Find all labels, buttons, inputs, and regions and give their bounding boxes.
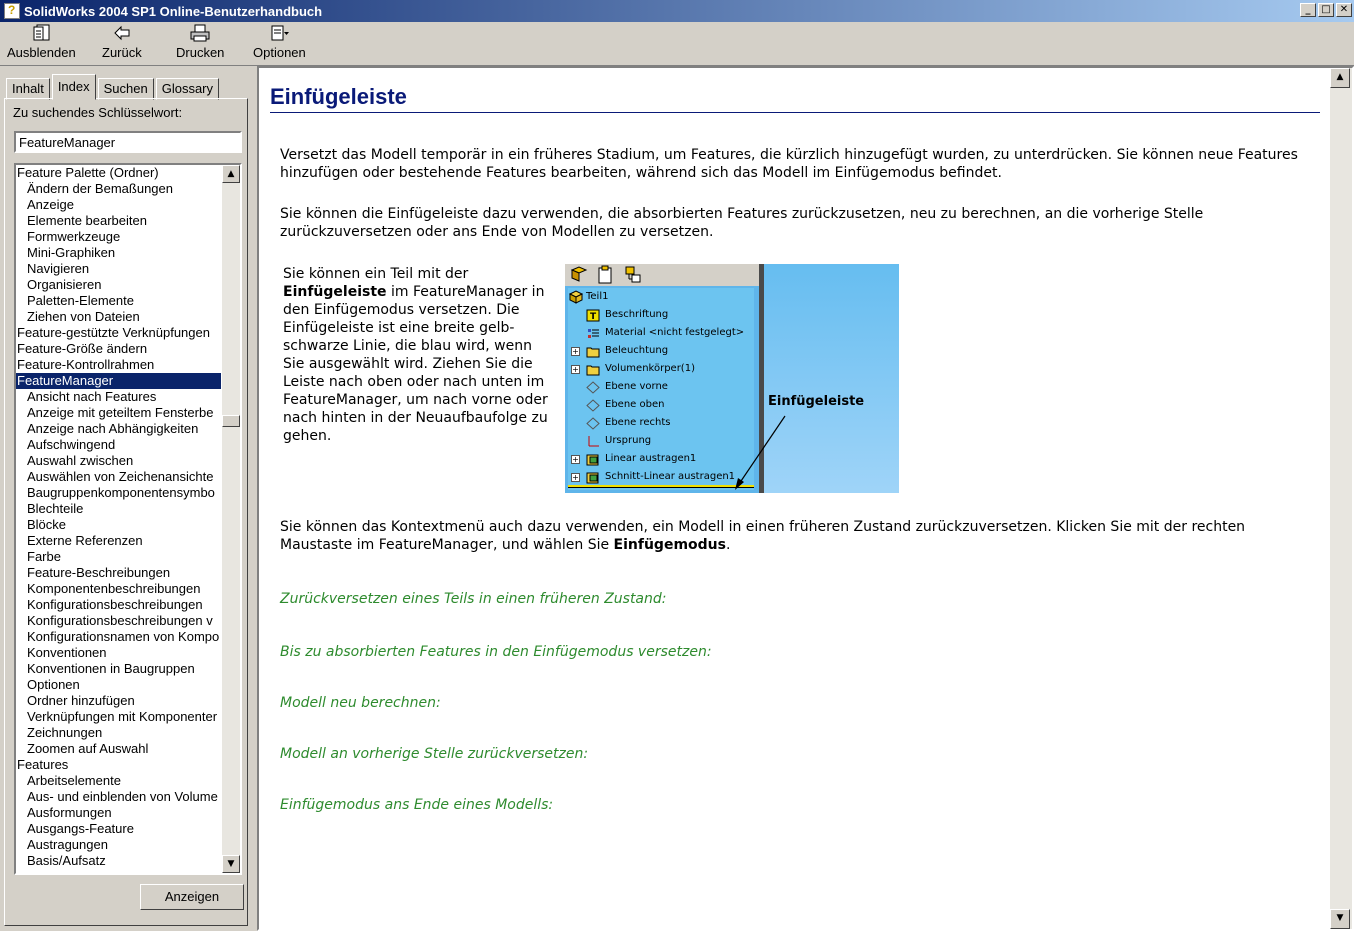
tree-node-label[interactable]: Volumenkörper(1) [605,363,695,374]
tree-expand-button[interactable]: + [572,473,579,482]
options-button[interactable] [253,24,306,64]
link-rollback-part[interactable]: Zurückversetzen eines Teils in einen früheren Zustand: [280,591,667,607]
tree-root: Teil1 [586,291,609,302]
context-menu-pre: Sie können das Kontextmenü auch dazu verwenden, ein Modell in einen früheren Zustand zurückzuversetzen. Klicken Sie mit der rechten Maustaste im FeatureManager, und wählen Sie [280,519,1246,553]
featuremanager-tab-icon [569,265,589,285]
intro-paragraph: Versetzt das Modell temporär in ein früheres Stadium, um Features, die kürzlich hinzugefügt wurden, zu unterdrücken. Sie können neue Features hinzufügen oder bestehende Features bearbeiten, während sich das Modell im Einfügemodus befindet. [280,147,1298,181]
options-label: Optionen [253,45,306,60]
link-roll-to-end[interactable]: Einfügemodus ans Ende eines Modells: [280,797,554,813]
origin-icon [586,435,600,448]
part-icon [568,290,584,304]
tree-node-label[interactable]: Material <nicht festgelegt> [605,327,745,338]
link-roll-to-previous[interactable]: Modell an vorherige Stelle zurückversetzen: [280,746,589,762]
title-bar [0,0,1354,22]
solid-body-folder-icon [586,363,600,376]
index-scrollbar[interactable] [222,165,240,873]
index-item[interactable]: Arbeitselemente [27,773,121,788]
printer-icon [189,24,211,42]
index-item[interactable]: Organisieren [27,277,102,292]
index-item[interactable]: Feature-gestützte Verknüpfungen [17,325,210,340]
keyword-input[interactable]: FeatureManager [14,131,242,153]
link-rollback-absorbed[interactable]: Bis zu absorbierten Features in den Einfügemodus versetzen: [280,644,712,660]
index-item[interactable]: Mini-Graphiken [27,245,116,260]
index-item[interactable]: Formwerkzeuge [27,229,121,244]
plane-icon [586,417,600,430]
index-item[interactable]: Zoomen auf Auswahl [27,741,149,756]
index-item[interactable]: Feature-Kontrollrahmen [17,357,155,372]
link-rebuild-model[interactable]: Modell neu berechnen: [280,695,441,711]
print-button[interactable] [176,24,224,64]
index-item[interactable]: Baugruppenkomponentensymbo [27,485,215,500]
index-item[interactable]: Konfigurationsbeschreibungen v [27,613,213,628]
tree-expand-button[interactable]: + [572,455,579,464]
index-item[interactable]: Ändern der Bemaßungen [27,181,173,196]
plane-icon [586,381,600,394]
rollback-paragraph: Sie können die Einfügeleiste dazu verwenden, die absorbierten Features zurückzusetzen, neu zu berechnen, an die vorherige Stelle zurückzuversetzen oder ans Ende von Modellen zu versetzen. [280,206,1204,240]
tree-node-label[interactable]: Ebene vorne [605,381,668,392]
index-item[interactable]: Ausgangs-Feature [27,821,134,836]
index-item[interactable]: Feature Palette (Ordner) [17,165,159,180]
index-item[interactable]: Externe Referenzen [27,533,143,548]
hide-button[interactable] [7,24,76,64]
topic-scroll-up-button[interactable]: ▲ [1330,68,1350,88]
back-label: Zurück [102,45,142,60]
svg-text:T: T [590,312,597,322]
index-item[interactable]: Zeichnungen [27,725,103,740]
tab-contents[interactable]: Inhalt [6,78,50,100]
index-item[interactable]: Anzeige nach Abhängigkeiten [27,421,199,436]
navigation-pane [0,66,250,931]
print-label: Drucken [176,45,225,60]
index-item[interactable]: Feature-Größe ändern [17,341,148,356]
hide-pane-icon [30,24,52,42]
help-app-icon [4,3,20,19]
index-item[interactable]: Ansicht nach Features [27,389,157,404]
figure-description-bold: Einfügeleiste [283,284,387,300]
index-item[interactable]: Konventionen in Baugruppen [27,661,195,676]
index-list[interactable] [14,163,242,875]
tab-index[interactable]: Index [52,74,96,100]
index-item[interactable]: Blöcke [27,517,67,532]
index-item[interactable]: Konfigurationsnamen von Kompo [27,629,220,644]
cut-extrude-icon [586,471,600,484]
index-item[interactable]: Blechteile [27,501,84,516]
index-item[interactable]: Paletten-Elemente [27,293,134,308]
back-button[interactable] [102,24,142,64]
index-item[interactable]: Optionen [27,677,80,692]
index-item[interactable]: Konfigurationsbeschreibungen [27,597,203,612]
index-item[interactable]: Ausformungen [27,805,112,820]
close-button[interactable]: ✕ [1336,3,1352,17]
index-item[interactable]: Farbe [27,549,61,564]
window-title: SolidWorks 2004 SP1 Online-Benutzerhandbuch [24,3,323,19]
topic-content [259,68,1327,929]
rollback-bar-callout: Einfügeleiste [768,394,865,409]
tree-node-label[interactable]: Ursprung [605,435,652,446]
topic-frame [257,66,1354,931]
maximize-button[interactable]: □ [1318,3,1334,17]
show-button[interactable]: Anzeigen [140,884,244,910]
tree-node-label[interactable]: Ebene oben [605,399,665,410]
index-item[interactable]: Basis/Aufsatz [27,853,106,868]
index-item[interactable]: Auswählen von Zeichenansichte [27,469,214,484]
index-item[interactable]: Konventionen [27,645,107,660]
index-item[interactable]: Elemente bearbeiten [27,213,147,228]
index-item[interactable]: Komponentenbeschreibungen [27,581,201,596]
index-item[interactable]: Verknüpfungen mit Komponenter [27,709,218,724]
tree-node-label[interactable]: Schnitt-Linear austragen1 [605,471,736,482]
context-menu-post: . [725,537,731,553]
index-item[interactable]: Ordner hinzufügen [27,693,135,708]
index-item[interactable]: Anzeige [27,197,74,212]
figure-description-pre: Sie können ein Teil mit der [283,266,469,282]
tab-search[interactable]: Suchen [98,78,154,100]
tree-node-label[interactable]: Linear austragen1 [605,453,697,464]
back-arrow-icon [111,24,133,42]
tree-node-label[interactable]: Beleuchtung [605,345,669,356]
annotation-icon [586,309,600,322]
index-item[interactable]: Aufschwingend [27,437,116,452]
options-icon [268,24,290,42]
index-item[interactable]: Features [17,757,69,772]
keyword-label: Zu suchendes Schlüsselwort: [13,105,183,120]
configurationmanager-tab-icon [623,265,643,285]
figure-description-post: im FeatureManager in den Einfügemodus versetzen. Die Einfügeleiste ist eine breite gelb-schwarze Linie, die blau wird, wenn Sie ausgewählt wird. Ziehen Sie die Leiste nach oben oder nach unten im FeatureManager, um nach vorne oder nach hinten in der Neuaufbaufolge zu gehen. [283,284,548,444]
index-item[interactable]: Feature-Beschreibungen [27,565,171,580]
context-menu-paragraph [280,518,1310,554]
index-item[interactable]: Auswahl zwischen [27,453,134,468]
tree-expand-button[interactable]: + [572,347,579,356]
scroll-up-button[interactable]: ▲ [222,165,240,183]
figure-description [283,265,555,445]
nav-tabs [6,74,221,100]
tab-glossary[interactable]: Glossary [156,78,219,100]
featuremanager-figure [565,264,899,493]
plane-icon [586,399,600,412]
topic-scroll-down-button[interactable]: ▼ [1330,909,1350,929]
index-items [16,165,221,869]
propertymanager-tab-icon [595,265,615,285]
scroll-thumb[interactable] [222,415,240,427]
index-panel [4,98,248,926]
lighting-folder-icon [586,345,600,358]
index-item-selected[interactable]: FeatureManager [16,373,221,389]
hide-label: Ausblenden [7,45,76,60]
toolbar [0,22,1354,66]
page-title: Einfügeleiste [270,84,1320,113]
index-item[interactable]: Austragungen [27,837,108,852]
index-item[interactable]: Aus- und einblenden von Volume [27,789,218,804]
tree-expand-button[interactable]: + [572,365,579,374]
tree-node-label[interactable]: Beschriftung [605,309,669,320]
context-menu-bold: Einfügemodus [613,537,726,553]
material-icon [586,327,600,340]
minimize-button[interactable]: _ [1300,3,1316,17]
scroll-down-button[interactable]: ▼ [222,855,240,873]
index-item[interactable]: Anzeige mit geteiltem Fensterbe [27,405,214,420]
index-item[interactable]: Navigieren [27,261,90,276]
index-item[interactable]: Ziehen von Dateien [27,309,140,324]
fig-tab-strip [565,264,759,286]
callout-arrow [725,414,795,493]
tree-node-label[interactable]: Ebene rechts [605,417,671,428]
extrude-icon [586,453,600,466]
topic-scrollbar[interactable] [1330,68,1352,929]
